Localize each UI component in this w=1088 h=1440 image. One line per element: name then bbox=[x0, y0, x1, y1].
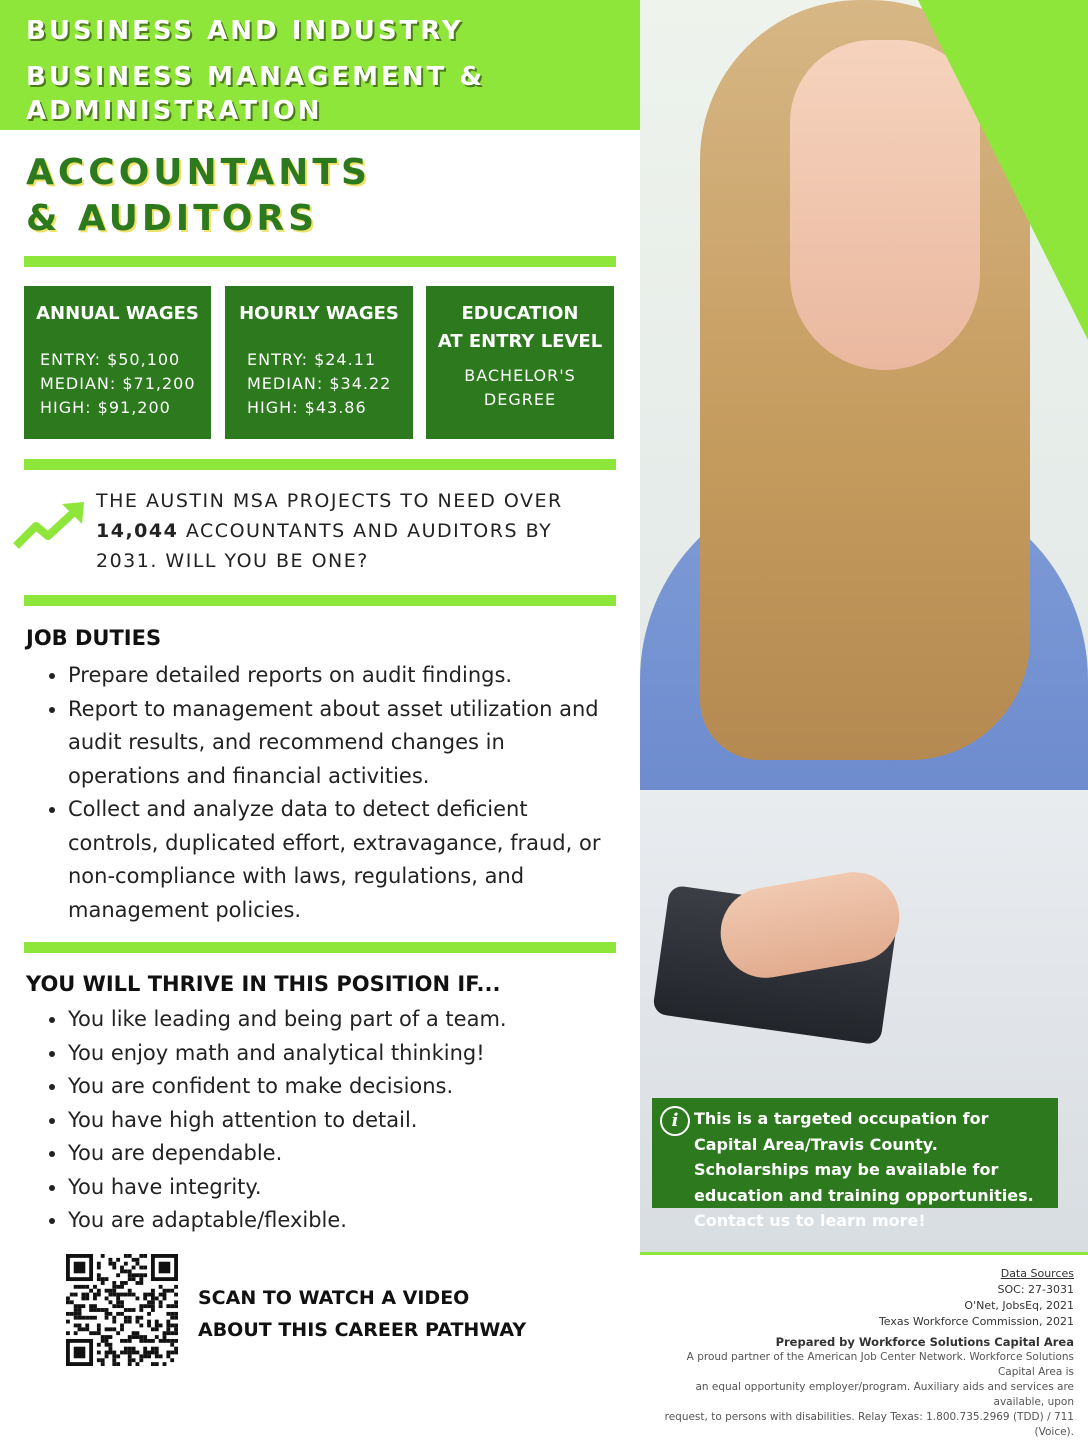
qr-code[interactable] bbox=[66, 1254, 178, 1366]
education-value-line2: DEGREE bbox=[483, 390, 557, 409]
education-value-line1: BACHELOR'S bbox=[464, 366, 576, 385]
occupation-title bbox=[26, 150, 371, 242]
education-box bbox=[426, 286, 614, 439]
prepared-by: Prepared by Workforce Solutions Capital Area bbox=[775, 1335, 1074, 1349]
info-icon: i bbox=[660, 1106, 690, 1136]
sources-title: Data Sources bbox=[1000, 1267, 1074, 1280]
list-item: • Prepare detailed reports on audit findings. bbox=[68, 659, 616, 693]
divider bbox=[24, 459, 616, 470]
list-item: • You are confident to make decisions. bbox=[68, 1070, 628, 1104]
list-item: • You are dependable. bbox=[68, 1137, 628, 1171]
projection-number: 14,044 bbox=[96, 520, 179, 542]
list-item: • Collect and analyze data to detect deficient controls, duplicated effort, extravagance, fraud, or non-compliance with laws, regulations, and management policies. bbox=[68, 793, 616, 927]
list-item: • You are adaptable/flexible. bbox=[68, 1204, 628, 1238]
divider bbox=[24, 942, 616, 953]
projection-line2 bbox=[96, 516, 616, 546]
list-item: • You have integrity. bbox=[68, 1171, 628, 1205]
hourly-median: MEDIAN: $34.22 bbox=[247, 374, 392, 393]
title-line2: & AUDITORS bbox=[26, 198, 318, 239]
title-line1: ACCOUNTANTS bbox=[26, 152, 371, 193]
list-item: • You have high attention to detail. bbox=[68, 1104, 628, 1138]
sources-soc: SOC: 27-3031 bbox=[997, 1283, 1074, 1296]
job-duties-list bbox=[44, 659, 616, 927]
hourly-wages-heading: HOURLY WAGES bbox=[239, 303, 399, 324]
annual-high: HIGH: $91,200 bbox=[40, 398, 171, 417]
annual-entry: ENTRY: $50,100 bbox=[40, 350, 181, 369]
fine-print-line1: A proud partner of the American Job Center Network. Workforce Solutions Capital Area is bbox=[686, 1351, 1074, 1378]
info-text: This is a targeted occupation for Capital Area/Travis County. Scholarships may be available for education and training opportunities. Contact us to learn more! bbox=[694, 1109, 1034, 1230]
hourly-wages-box bbox=[225, 286, 413, 439]
divider bbox=[24, 256, 616, 267]
list-item: • You enjoy math and analytical thinking! bbox=[68, 1037, 628, 1071]
cluster-heading-line2: ADMINISTRATION bbox=[26, 96, 323, 126]
fine-print-line3: request, to persons with disabilities. Relay Texas: 1.800.735.2969 (TDD) / 711 (Voice). bbox=[664, 1411, 1074, 1438]
projection-line2-text: ACCOUNTANTS AND AUDITORS BY bbox=[178, 520, 553, 542]
thrive-list bbox=[44, 1003, 628, 1238]
cluster-heading-line1: BUSINESS MANAGEMENT & bbox=[26, 62, 486, 92]
sources-twc: Texas Workforce Commission, 2021 bbox=[878, 1315, 1074, 1328]
education-heading-line1: EDUCATION bbox=[461, 303, 579, 324]
annual-median: MEDIAN: $71,200 bbox=[40, 374, 196, 393]
thrive-heading: YOU WILL THRIVE IN THIS POSITION IF... bbox=[26, 972, 501, 996]
trending-up-arrow-icon bbox=[12, 500, 86, 552]
data-sources bbox=[654, 1266, 1074, 1440]
projection-line1: THE AUSTIN MSA PROJECTS TO NEED OVER bbox=[96, 490, 563, 512]
list-item: • Report to management about asset utilization and audit results, and recommend changes in operations and financial activities. bbox=[68, 693, 616, 794]
industry-heading: BUSINESS AND INDUSTRY bbox=[26, 16, 464, 46]
annual-wages-box bbox=[24, 286, 211, 439]
education-heading-line2: AT ENTRY LEVEL bbox=[437, 331, 603, 352]
divider bbox=[640, 1252, 1088, 1255]
sources-onet: O'Net, JobsEq, 2021 bbox=[964, 1299, 1074, 1312]
annual-wages-heading: ANNUAL WAGES bbox=[36, 303, 199, 324]
fine-print-line2: an equal opportunity employer/program. Auxiliary aids and services are available, upon bbox=[695, 1381, 1074, 1408]
scan-text bbox=[198, 1282, 526, 1346]
scan-line1: SCAN TO WATCH A VIDEO bbox=[198, 1287, 470, 1309]
hourly-high: HIGH: $43.86 bbox=[247, 398, 367, 417]
list-item: • You like leading and being part of a team. bbox=[68, 1003, 628, 1037]
job-duties-heading: JOB DUTIES bbox=[26, 626, 162, 650]
info-box bbox=[652, 1098, 1058, 1230]
projection-line3: 2031. WILL YOU BE ONE? bbox=[96, 550, 369, 572]
divider bbox=[24, 595, 616, 606]
projection-text bbox=[96, 486, 616, 576]
hourly-entry: ENTRY: $24.11 bbox=[247, 350, 377, 369]
corner-accent bbox=[918, 0, 1088, 340]
scan-line2: ABOUT THIS CAREER PATHWAY bbox=[198, 1319, 527, 1341]
